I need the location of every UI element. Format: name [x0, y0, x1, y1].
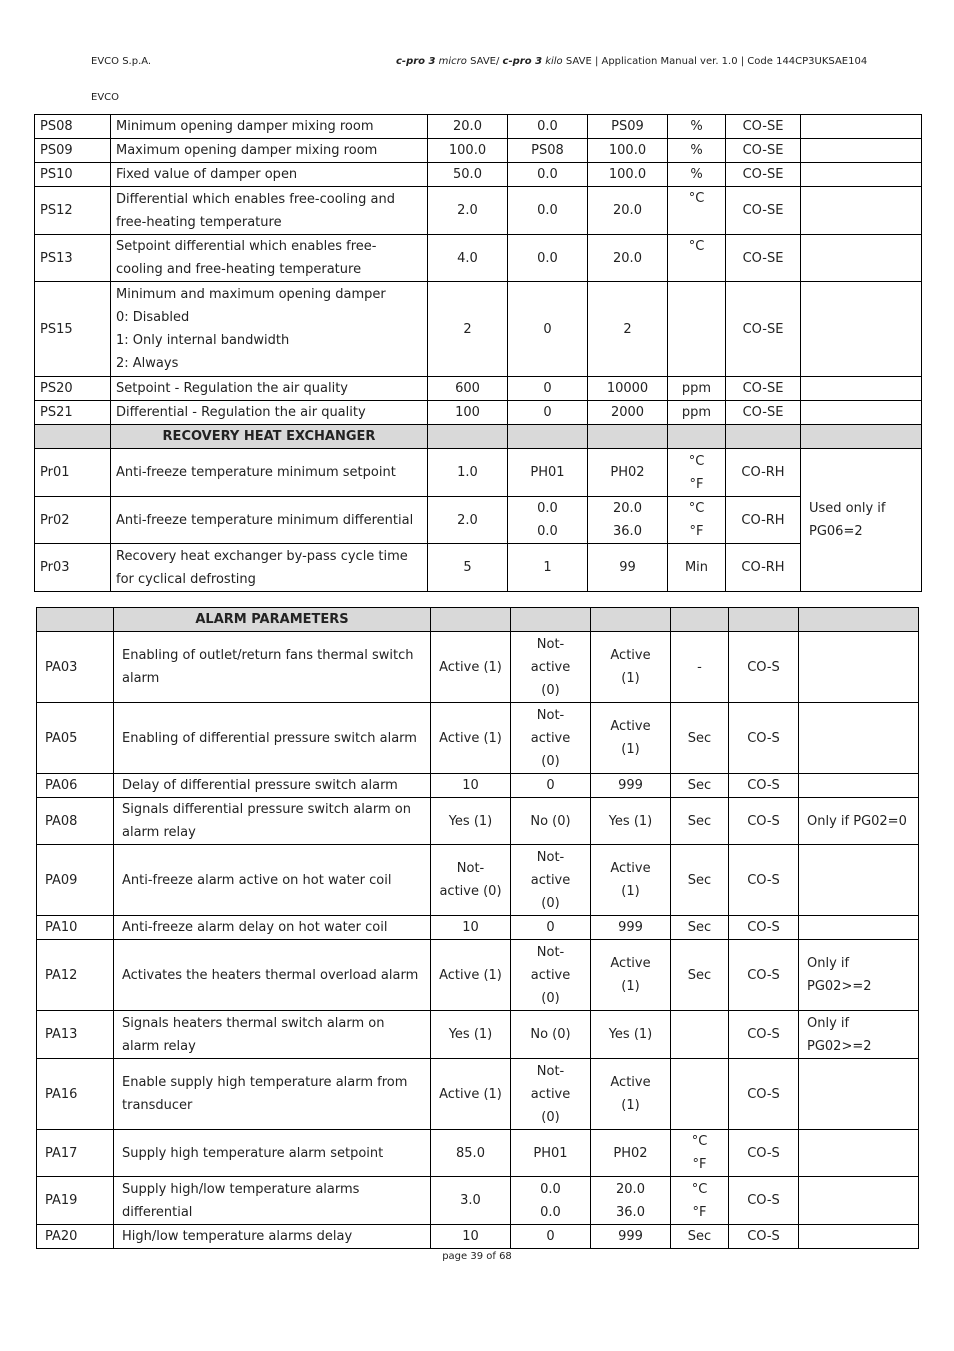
param-notes [801, 163, 922, 187]
unit-line: °C [688, 501, 705, 516]
param-description [111, 235, 428, 282]
param-description: Delay of differential pressure switch alarm [114, 774, 431, 798]
param-max: 999 [591, 1225, 671, 1249]
param-notes [801, 139, 922, 163]
param-unit [671, 1130, 729, 1177]
param-code: PS12 [35, 187, 111, 235]
param-unit [671, 1059, 729, 1130]
param-notes [801, 187, 922, 235]
param-unit [668, 497, 726, 544]
param-description [111, 282, 428, 377]
table-row [37, 774, 919, 798]
param-min: 0 [508, 401, 588, 425]
param-code: PA05 [37, 703, 114, 774]
param-description: Fixed value of damper open [111, 163, 428, 187]
max-line: Active [610, 648, 651, 663]
title-variant-2: kilo [542, 56, 563, 67]
param-min: PH01 [511, 1130, 591, 1177]
max-line: 20.0 [616, 1181, 645, 1197]
min-line: Not- [536, 944, 565, 960]
param-min: 0 [511, 916, 591, 940]
table-row [35, 449, 922, 497]
notes-line: Used only if [809, 501, 886, 516]
param-default: 2.0 [428, 497, 508, 544]
param-notes [799, 916, 919, 940]
param-default: 50.0 [428, 163, 508, 187]
section-header-row [37, 608, 919, 632]
param-description [114, 1059, 431, 1130]
param-default: 100 [428, 401, 508, 425]
param-unit: Sec [671, 845, 729, 916]
param-visibility: CO-S [729, 1225, 799, 1249]
min-line: active [530, 730, 571, 746]
param-max: 999 [591, 774, 671, 798]
param-notes [799, 774, 919, 798]
min-line: Not- [536, 707, 565, 723]
param-unit: Sec [671, 703, 729, 774]
param-unit: - [671, 632, 729, 703]
description-line: Signals differential pressure switch alarm on [122, 802, 411, 817]
table-row [35, 235, 922, 282]
title-text-1: SAVE/ [466, 56, 503, 67]
min-line: 0.0 [537, 524, 558, 539]
param-min: 0 [508, 282, 588, 377]
unit-line: °F [692, 1157, 707, 1172]
param-min: PS08 [508, 139, 588, 163]
description-line: for cyclical defrosting [116, 571, 256, 587]
table-row [35, 377, 922, 401]
param-description [114, 632, 431, 703]
unit-line: °F [692, 1204, 707, 1220]
notes-line: Only if [807, 956, 850, 971]
table-row [37, 845, 919, 916]
max-line: Active [610, 861, 651, 876]
notes-line: PG02>=2 [807, 979, 872, 994]
param-visibility: CO-SE [726, 187, 801, 235]
param-description: Setpoint - Regulation the air quality [111, 377, 428, 401]
param-visibility: CO-S [729, 1130, 799, 1177]
param-unit [668, 282, 726, 377]
param-unit: % [668, 115, 726, 139]
param-visibility: CO-SE [726, 401, 801, 425]
notes-line: Only if [807, 1015, 850, 1031]
param-default: Active (1) [431, 703, 511, 774]
param-code: PS21 [35, 401, 111, 425]
max-line: Active [610, 719, 651, 734]
param-visibility: CO-S [729, 940, 799, 1011]
param-default: 5 [428, 544, 508, 592]
param-visibility: CO-SE [726, 115, 801, 139]
param-unit [671, 1011, 729, 1059]
section-header-row [35, 425, 922, 449]
param-max: 20.0 [588, 187, 668, 235]
param-max: 2000 [588, 401, 668, 425]
param-min [511, 1177, 591, 1225]
param-visibility: CO-S [729, 1011, 799, 1059]
param-unit: ppm [668, 377, 726, 401]
brand-label: EVCO [91, 92, 120, 103]
param-notes [799, 940, 919, 1011]
param-unit: Sec [671, 916, 729, 940]
param-code: Pr02 [35, 497, 111, 544]
param-code: PA16 [37, 1059, 114, 1130]
param-default: 3.0 [431, 1177, 511, 1225]
param-min [511, 632, 591, 703]
param-min [511, 845, 591, 916]
param-max: 10000 [588, 377, 668, 401]
param-min: No (0) [511, 798, 591, 845]
param-notes [801, 235, 922, 282]
min-line: (0) [541, 682, 560, 698]
param-notes: Only if PG02=0 [799, 798, 919, 845]
page-number: page 39 of 68 [442, 1251, 512, 1262]
max-line: (1) [621, 1098, 640, 1113]
description-line: Minimum and maximum opening damper [116, 287, 386, 302]
unit-line: °C [691, 1181, 708, 1197]
param-notes [799, 1011, 919, 1059]
param-unit: °C [668, 235, 726, 282]
table-row [35, 497, 922, 544]
description-line: differential [122, 1204, 193, 1220]
param-description [114, 1177, 431, 1225]
param-default: 2.0 [428, 187, 508, 235]
param-code: PA20 [37, 1225, 114, 1249]
param-notes [801, 115, 922, 139]
max-line: (1) [621, 884, 640, 899]
param-min: 0 [511, 1225, 591, 1249]
param-unit: Sec [671, 798, 729, 845]
param-default: 10 [431, 1225, 511, 1249]
param-notes [799, 1059, 919, 1130]
description-line: Supply high/low temperature alarms [122, 1181, 360, 1197]
param-code: PS15 [35, 282, 111, 377]
unit-line: °F [689, 476, 704, 492]
min-line: Not- [536, 1063, 565, 1079]
max-line: (1) [621, 979, 640, 994]
param-default: 10 [431, 916, 511, 940]
param-min: 0 [511, 774, 591, 798]
max-line: Active [610, 1075, 651, 1090]
param-description: Maximum opening damper mixing room [111, 139, 428, 163]
table-row [37, 1177, 919, 1225]
param-code: PA19 [37, 1177, 114, 1225]
param-code: PA12 [37, 940, 114, 1011]
table-row [35, 139, 922, 163]
title-text-2: SAVE | Application Manual ver. 1.0 | Code 144CP3UKSAE104 [562, 56, 868, 67]
param-min: No (0) [511, 1011, 591, 1059]
param-unit: Sec [671, 774, 729, 798]
min-line: active [530, 872, 571, 888]
section-title: ALARM PARAMETERS [114, 608, 431, 632]
param-description: Anti-freeze alarm delay on hot water coil [114, 916, 431, 940]
param-visibility: CO-SE [726, 377, 801, 401]
param-min: 0.0 [508, 235, 588, 282]
param-max [591, 1177, 671, 1225]
description-line: Enable supply high temperature alarm from [122, 1075, 408, 1090]
param-notes [801, 282, 922, 377]
param-max: Yes (1) [591, 798, 671, 845]
description-line: Setpoint differential which enables free- [116, 239, 377, 254]
description-line: transducer [122, 1098, 193, 1113]
notes-line: PG06=2 [809, 524, 863, 539]
title-variant-1: micro [435, 56, 467, 67]
param-max: Yes (1) [591, 1011, 671, 1059]
param-description: Enabling of differential pressure switch alarm [114, 703, 431, 774]
table-row [37, 1130, 919, 1177]
param-unit: % [668, 139, 726, 163]
param-description: Differential - Regulation the air quality [111, 401, 428, 425]
table-row [35, 282, 922, 377]
param-max: 20.0 [588, 235, 668, 282]
param-min: 0.0 [508, 115, 588, 139]
param-min [511, 940, 591, 1011]
param-code: PA08 [37, 798, 114, 845]
param-min [508, 497, 588, 544]
table-row [37, 916, 919, 940]
unit-line: °C [691, 1134, 708, 1149]
param-unit: Sec [671, 940, 729, 1011]
param-notes [799, 703, 919, 774]
param-max: 2 [588, 282, 668, 377]
param-unit: ppm [668, 401, 726, 425]
min-line: Not- [536, 636, 565, 652]
param-default: Active (1) [431, 632, 511, 703]
parameter-table-alarms [36, 607, 919, 1249]
param-code: Pr01 [35, 449, 111, 497]
title-product-1: c-pro 3 [396, 56, 436, 67]
param-unit: Sec [671, 1225, 729, 1249]
param-max: 100.0 [588, 163, 668, 187]
param-code: PA03 [37, 632, 114, 703]
min-line: 0.0 [540, 1204, 561, 1220]
param-description: Anti-freeze temperature minimum setpoint [111, 449, 428, 497]
table-row [37, 1059, 919, 1130]
param-visibility: CO-RH [726, 449, 801, 497]
param-notes [799, 632, 919, 703]
description-line: free-heating temperature [116, 214, 282, 230]
param-min: 1 [508, 544, 588, 592]
max-line: Active [610, 956, 651, 971]
max-line: 20.0 [613, 501, 642, 516]
param-notes [801, 377, 922, 401]
param-default: Yes (1) [431, 798, 511, 845]
param-visibility: CO-S [729, 798, 799, 845]
param-max [591, 703, 671, 774]
title-product-2: c-pro 3 [502, 56, 543, 67]
param-default: 20.0 [428, 115, 508, 139]
table-row [37, 1225, 919, 1249]
param-visibility: CO-S [729, 703, 799, 774]
param-min: 0.0 [508, 163, 588, 187]
param-min: PH01 [508, 449, 588, 497]
table-row [35, 115, 922, 139]
min-line: active [530, 1086, 571, 1102]
description-line: cooling and free-heating temperature [116, 262, 362, 277]
param-max: PH02 [591, 1130, 671, 1177]
param-visibility: CO-RH [726, 497, 801, 544]
param-max [591, 940, 671, 1011]
param-min: 0 [508, 377, 588, 401]
param-description [114, 1011, 431, 1059]
min-line: (0) [541, 895, 560, 911]
min-line: Not- [536, 849, 565, 865]
param-default: 85.0 [431, 1130, 511, 1177]
param-code: PS09 [35, 139, 111, 163]
param-description: Supply high temperature alarm setpoint [114, 1130, 431, 1177]
param-visibility: CO-S [729, 845, 799, 916]
max-line: 36.0 [613, 524, 642, 539]
param-code: PA09 [37, 845, 114, 916]
table-row [35, 544, 922, 592]
param-description [114, 798, 431, 845]
param-min [511, 703, 591, 774]
param-notes [799, 1177, 919, 1225]
param-visibility: CO-SE [726, 235, 801, 282]
table-row [35, 401, 922, 425]
param-visibility: CO-SE [726, 163, 801, 187]
param-notes [801, 449, 922, 592]
param-default: Active (1) [431, 940, 511, 1011]
param-default: 100.0 [428, 139, 508, 163]
min-line: (0) [541, 990, 560, 1006]
param-code: PA13 [37, 1011, 114, 1059]
param-description: Activates the heaters thermal overload alarm [114, 940, 431, 1011]
param-unit: Min [668, 544, 726, 592]
description-line: Recovery heat exchanger by-pass cycle time [116, 548, 408, 564]
notes-line: PG02>=2 [807, 1038, 872, 1054]
param-visibility: CO-S [729, 774, 799, 798]
param-max: 99 [588, 544, 668, 592]
param-default [431, 845, 511, 916]
param-default: Yes (1) [431, 1011, 511, 1059]
description-line: 1: Only internal bandwidth [116, 333, 290, 348]
param-max: PS09 [588, 115, 668, 139]
param-notes [801, 401, 922, 425]
param-unit [668, 449, 726, 497]
param-notes [799, 845, 919, 916]
document-title [396, 56, 867, 67]
param-max: 999 [591, 916, 671, 940]
company-name: EVCO S.p.A. [91, 56, 152, 67]
param-max [591, 1059, 671, 1130]
min-line: active [530, 967, 571, 983]
param-visibility: CO-S [729, 632, 799, 703]
param-code: PA10 [37, 916, 114, 940]
param-min [511, 1059, 591, 1130]
description-line: alarm relay [122, 1038, 196, 1054]
param-description: Anti-freeze temperature minimum differential [111, 497, 428, 544]
parameter-table-damper [34, 114, 922, 592]
param-visibility: CO-S [729, 1059, 799, 1130]
param-visibility: CO-S [729, 1177, 799, 1225]
description-line: Differential which enables free-cooling and [116, 191, 395, 207]
param-code: PA06 [37, 774, 114, 798]
description-line: Signals heaters thermal switch alarm on [122, 1015, 385, 1031]
param-default: 2 [428, 282, 508, 377]
description-line: 2: Always [116, 356, 179, 371]
param-unit: % [668, 163, 726, 187]
table-row [37, 1011, 919, 1059]
min-line: 0.0 [537, 501, 558, 516]
param-notes [799, 1130, 919, 1177]
min-line: 0.0 [540, 1181, 561, 1197]
table-row [35, 163, 922, 187]
param-unit [671, 1177, 729, 1225]
param-unit: °C [668, 187, 726, 235]
param-visibility: CO-RH [726, 544, 801, 592]
param-default: 4.0 [428, 235, 508, 282]
param-code: PA17 [37, 1130, 114, 1177]
default-line: Not- [456, 861, 485, 876]
min-line: (0) [541, 1109, 560, 1125]
description-line: alarm [122, 671, 160, 686]
description-line: alarm relay [122, 825, 196, 840]
unit-line: °F [689, 524, 704, 539]
max-line: (1) [621, 742, 640, 757]
param-notes [799, 1225, 919, 1249]
min-line: active [530, 659, 571, 675]
param-min: 0.0 [508, 187, 588, 235]
description-line: 0: Disabled [116, 310, 190, 325]
param-max: 100.0 [588, 139, 668, 163]
param-description [111, 544, 428, 592]
description-line: Enabling of outlet/return fans thermal switch [122, 648, 414, 663]
param-description: High/low temperature alarms delay [114, 1225, 431, 1249]
section-title: RECOVERY HEAT EXCHANGER [111, 425, 428, 449]
param-code: PS10 [35, 163, 111, 187]
param-max [588, 497, 668, 544]
param-visibility: CO-SE [726, 282, 801, 377]
param-code: PS08 [35, 115, 111, 139]
table-row [37, 703, 919, 774]
param-default: Active (1) [431, 1059, 511, 1130]
param-default: 600 [428, 377, 508, 401]
param-default: 10 [431, 774, 511, 798]
unit-line: °C [688, 453, 705, 469]
param-default: 1.0 [428, 449, 508, 497]
table-row [37, 632, 919, 703]
param-code: PS20 [35, 377, 111, 401]
min-line: (0) [541, 753, 560, 769]
param-visibility: CO-SE [726, 139, 801, 163]
param-code: Pr03 [35, 544, 111, 592]
param-max: PH02 [588, 449, 668, 497]
param-max [591, 632, 671, 703]
table-row [35, 187, 922, 235]
param-code: PS13 [35, 235, 111, 282]
table-row [37, 940, 919, 1011]
max-line: (1) [621, 671, 640, 686]
param-description [111, 187, 428, 235]
default-line: active (0) [439, 884, 502, 899]
param-visibility: CO-S [729, 916, 799, 940]
max-line: 36.0 [616, 1204, 645, 1220]
param-description: Anti-freeze alarm active on hot water coil [114, 845, 431, 916]
param-description: Minimum opening damper mixing room [111, 115, 428, 139]
table-row [37, 798, 919, 845]
param-max [591, 845, 671, 916]
